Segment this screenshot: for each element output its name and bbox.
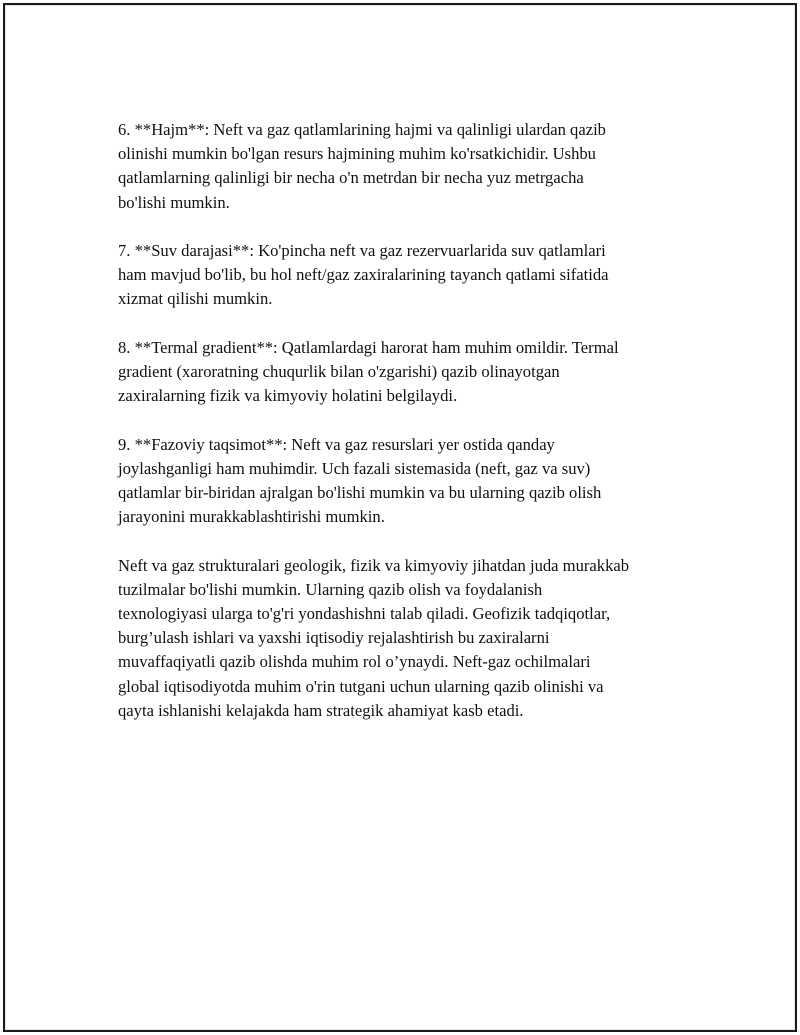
paragraph-fazoviy-taqsimot: 9. **Fazoviy taqsimot**: Neft va gaz resurslari yer ostida qanday joylashganligi ham muhimdir. Uch fazali sistemasida (neft, gaz va suv) qatlamlar bir-biridan ajralgan bo'lishi mumkin va bu ularning qazib olish jarayonini murakkablashtirishi mumkin.	[118, 434, 602, 527]
paragraph-hajm: 6. **Hajm**: Neft va gaz qatlamlarining hajmi va qalinligi ulardan qazib olinishi mumkin bo'lgan resurs hajmining muhim ko'rsatkichidir. Ushbu qatlamlarning qalinligi bir necha o'n metrdan bir necha yuz metrgacha bo'lishi mumkin.	[118, 120, 606, 212]
document-body	[118, 118, 698, 723]
paragraph-suv-darajasi: 7. **Suv darajasi**: Ko'pincha neft va gaz rezervuarlarida suv qatlamlari ham mavjud bo'lib, bu hol neft/gaz zaxiralarining tayanch qatlami sifatida xizmat qilishi mumkin.	[118, 241, 609, 309]
paragraph-termal-gradient: 8. **Termal gradient**: Qatlamlardagi harorat ham muhim omildir. Termal gradient (xaroratning chuqurlik bilan o'zgarishi) qazib olinayotgan zaxiralarning fizik va kimyoviy holatini belgilaydi.	[118, 337, 619, 406]
paragraph-conclusion: Neft va gaz strukturalari geologik, fizik va kimyoviy jihatdan juda murakkab tuzilmalar bo'lishi mumkin. Ularning qazib olish va foydalanish texnologiyasi ularga to'g'ri yondashishni talab qiladi. Geofizik tadqiqotlar, burg’ulash ishlari va yaxshi iqtisodiy rejalashtirish bu zaxiralarni muvaffaqiyatli qazib olishda muhim rol o’ynaydi. Neft-gaz ochilmalari global iqtisodiyotda muhim o'rin tutgani uchun ularning qazib olinishi va qayta ishlanishi kelajakda ham strategik ahamiyat kasb etadi.	[118, 555, 630, 720]
